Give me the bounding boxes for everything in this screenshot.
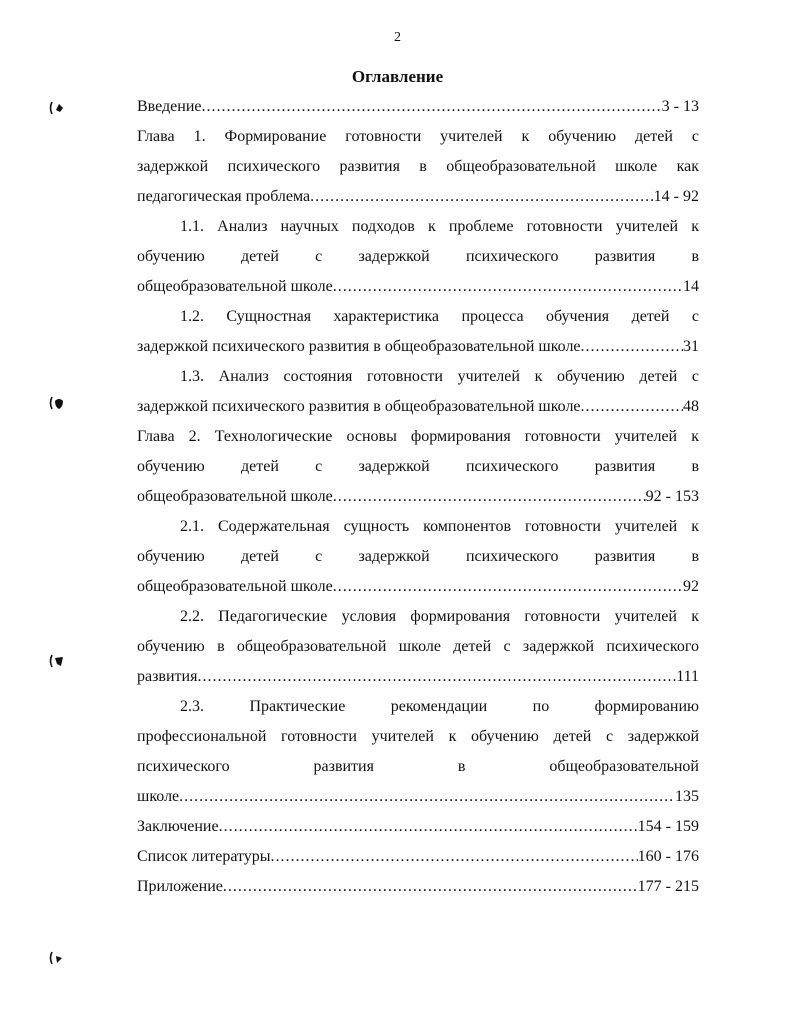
toc-entry-section-1-1-cont: обучению детей с задержкой психического развития в <box>137 248 699 265</box>
toc-page-range: 154 - 159 <box>637 818 699 835</box>
toc-entry-section-1-1-end: общеобразовательной школе ..... 14 <box>137 272 699 302</box>
toc-entry-chapter-2[interactable]: Глава 2. Технологические основы формирования готовности учителей к <box>137 428 699 445</box>
toc-entry-section-2-1-cont: обучению детей с задержкой психического развития в <box>137 548 699 565</box>
toc-entry-chapter-1-cont: задержкой психического развития в общеобразовательной школе как <box>137 158 699 175</box>
toc-entry-section-1-2-end: задержкой психического развития в общеобразовательной школе ..... 31 <box>137 332 699 362</box>
toc-entry-appendix[interactable]: Приложение ..... 177 - 215 <box>137 872 699 902</box>
binder-hole-mark-icon <box>48 654 66 668</box>
toc-entry-chapter-2-cont: обучению детей с задержкой психического развития в <box>137 458 699 475</box>
toc-entry-section-1-2[interactable]: 1.2. Сущностная характеристика процесса обучения детей с <box>180 308 699 325</box>
toc-entry-bibliography[interactable]: Список литературы ..... 160 - 176 <box>137 842 699 872</box>
binder-hole-mark-icon <box>48 396 66 410</box>
toc-page-number: 31 <box>683 338 699 355</box>
toc-entry-section-2-1-end: общеобразовательной школе ..... 92 <box>137 572 699 602</box>
toc-entry-chapter-1[interactable]: Глава 1. Формирование готовности учителей к обучению детей с <box>137 128 699 145</box>
binder-hole-mark-icon <box>48 101 66 115</box>
toc-page-range: 177 - 215 <box>637 878 699 895</box>
table-of-contents <box>137 92 699 902</box>
toc-entry-section-2-1[interactable]: 2.1. Содержательная сущность компонентов готовности учителей к <box>180 518 699 535</box>
toc-page-number: 14 <box>683 278 699 295</box>
toc-entry-section-2-3-cont2: психического развития в общеобразовательной <box>137 758 699 775</box>
toc-entry-section-2-2-cont: обучению в общеобразовательной школе детей с задержкой психического <box>137 638 699 655</box>
toc-entry-section-1-1[interactable]: 1.1. Анализ научных подходов к проблеме готовности учителей к <box>180 218 699 235</box>
toc-entry-section-2-3-end: школе ..... 135 <box>137 782 699 812</box>
toc-entry-chapter-1-end: педагогическая проблема ..... 14 - 92 <box>137 182 699 212</box>
toc-entry-section-2-2-end: развития ..... 111 <box>137 662 699 692</box>
toc-page-number: 92 <box>683 578 699 595</box>
toc-entry-section-1-3-end: задержкой психического развития в общеобразовательной школе ..... 48 <box>137 392 699 422</box>
toc-page-range: 14 - 92 <box>653 188 699 205</box>
toc-page-range: 92 - 153 <box>645 488 699 505</box>
toc-entry-section-1-3[interactable]: 1.3. Анализ состояния готовности учителей к обучению детей с <box>180 368 699 385</box>
toc-page-number: 111 <box>676 668 699 685</box>
toc-page-number: 135 <box>675 788 699 805</box>
binder-hole-mark-icon <box>48 951 66 965</box>
page-title: Оглавление <box>351 67 444 86</box>
toc-page-range: 160 - 176 <box>637 848 699 865</box>
page-number: 2 <box>394 30 401 45</box>
toc-page-range: 3 - 13 <box>661 98 699 115</box>
toc-entry-chapter-2-end: общеобразовательной школе ..... 92 - 153 <box>137 482 699 512</box>
toc-entry-section-2-2[interactable]: 2.2. Педагогические условия формирования готовности учителей к <box>180 608 699 625</box>
toc-entry-conclusion[interactable]: Заключение ..... 154 - 159 <box>137 812 699 842</box>
toc-entry-section-2-3[interactable]: 2.3. Практические рекомендации по формированию <box>180 698 699 715</box>
toc-page-number: 48 <box>683 398 699 415</box>
toc-entry-introduction[interactable]: Введение ..... 3 - 13 <box>137 92 699 122</box>
toc-entry-section-2-3-cont: профессиональной готовности учителей к обучению детей с задержкой <box>137 728 699 745</box>
